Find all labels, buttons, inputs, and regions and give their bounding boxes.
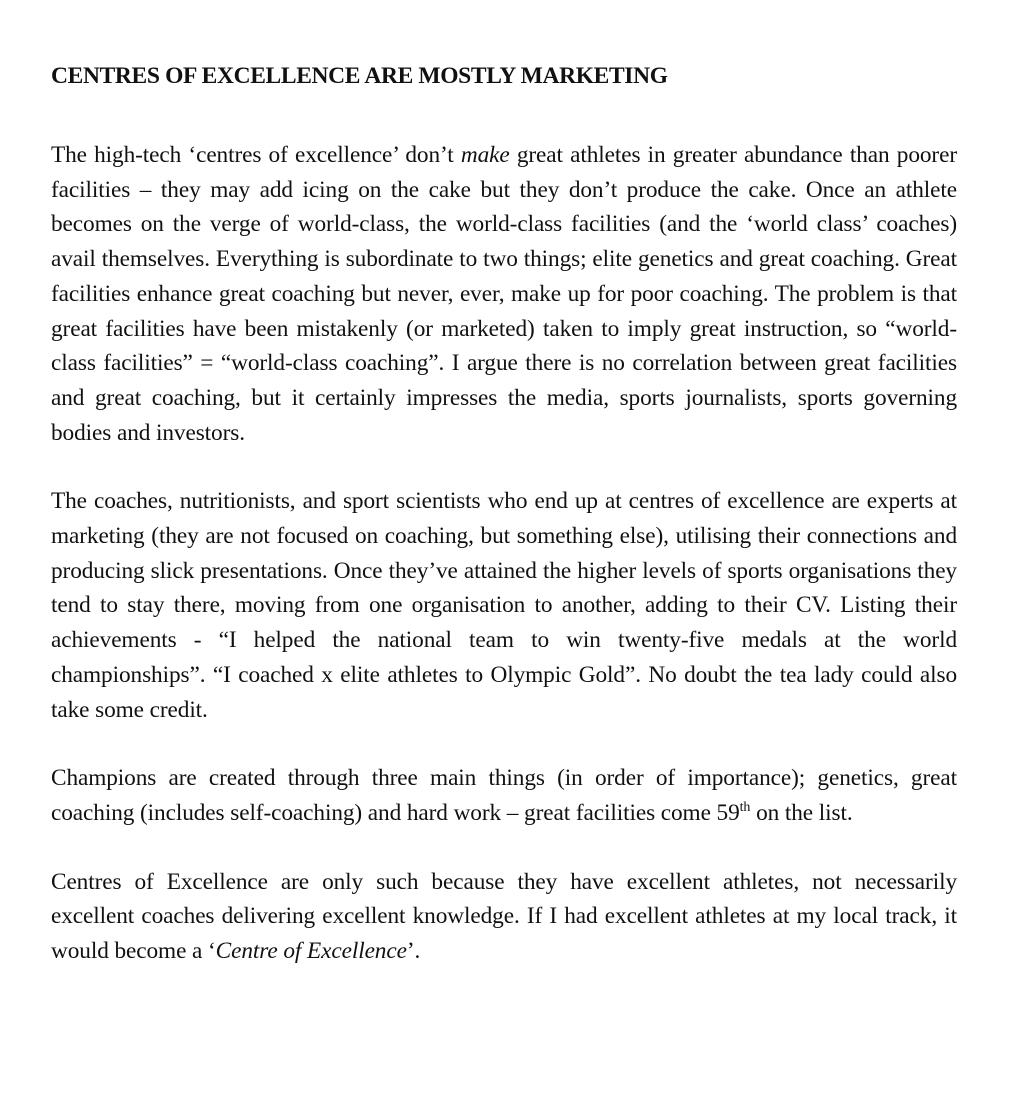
p3-ordinal-superscript: th [739, 799, 751, 815]
paragraph-champions-created [51, 761, 957, 830]
p1-emphasis-make: make [460, 142, 510, 168]
p1-text-start: The high-tech ‘centres of excellence’ don’t [51, 142, 461, 168]
p3-text-start: Champions are created through three main things (in order of importance); genetics, great coaching (includes self-coaching) and hard work – great facilities come 59 [51, 765, 957, 826]
paragraph-centres-not-making-athletes [51, 138, 957, 450]
p3-text-end: on the list. [750, 799, 853, 826]
paragraph-centres-excellent-athletes [51, 865, 957, 969]
document-page [51, 60, 957, 969]
p1-text-end: great athletes in greater abundance than poorer facilities – they may add icing on the cake but they don’t produce the cake. Once an athlete becomes on the verge of world-class, the world-class facilities (and the ‘world class’ coaches) avail themselves. Everything is subordinate to two things; elite genetics and great coaching. Great facilities enhance great coaching but never, ever, make up for poor coaching. The problem is that great facilities have been mistakenly (or marketed) taken to imply great instruction, so “world-class facilities” = “world-class coaching”. I argue there is no correlation between great facilities and great coaching, but it certainly impresses the media, sports journalists, sports governing bodies and investors. [51, 142, 957, 446]
document-title: CENTRES OF EXCELLENCE ARE MOSTLY MARKETING [51, 63, 668, 89]
p2-text: The coaches, nutritionists, and sport scientists who end up at centres of excellence are experts at marketing (they are not focused on coaching, but something else), utilising their connections and producing slick presentations. Once they’ve attained the higher levels of sports organisations they tend to stay there, moving from one organisation to another, adding to their CV. Listing their achievements - “I helped the national team to win twenty-five medals at the world championships”. “I coached x elite athletes to Olympic Gold”. No doubt the tea lady could also take some credit. [51, 488, 957, 723]
p4-text-start: Centres of Excellence are only such because they have excellent athletes, not necessarily excellent coaches delivering excellent knowledge. If I had excellent athletes at my local track, it would become a ‘ [51, 868, 957, 965]
p4-emphasis-centre-of-excellence: Centre of Excellence [215, 938, 407, 965]
paragraph-coaches-marketing [51, 484, 957, 727]
p4-text-end: ’. [406, 938, 421, 965]
